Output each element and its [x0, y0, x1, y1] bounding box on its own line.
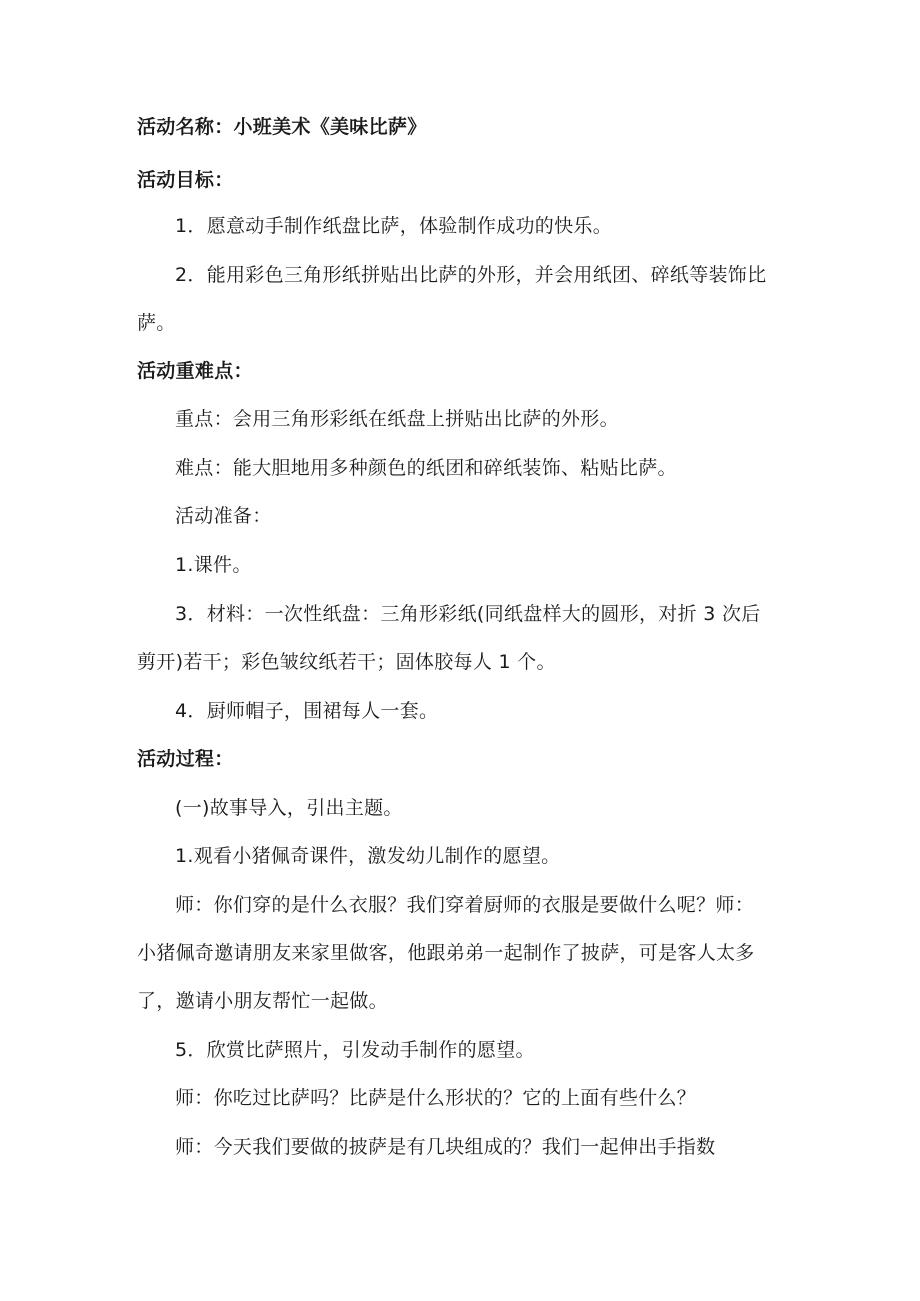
teacher-dialogue-1-line-1: 师：你们穿的是什么衣服？我们穿着厨师的衣服是要做什么呢？师：: [175, 894, 755, 916]
key-points-heading: 活动重难点：: [137, 360, 253, 382]
teacher-dialogue-2: 师：你吃过比萨吗？比萨是什么形状的？它的上面有些什么？: [175, 1087, 697, 1109]
process-step-5: 5．欣赏比萨照片，引发动手制作的愿望。: [175, 1039, 535, 1061]
teacher-dialogue-3: 师：今天我们要做的披萨是有几块组成的？我们一起伸出手指数: [175, 1136, 716, 1158]
process-section-1: (一)故事导入，引出主题。: [175, 797, 403, 819]
goal-item-1: 1．愿意动手制作纸盘比萨，体验制作成功的快乐。: [175, 215, 612, 237]
process-heading: 活动过程：: [137, 748, 234, 770]
preparation-item-3-line-2: 剪开)若干；彩色皱纹纸若干；固体胶每人 1 个。: [137, 651, 556, 673]
preparation-heading: 活动准备：: [175, 505, 272, 527]
preparation-item-1: 1.课件。: [175, 554, 252, 576]
teacher-dialogue-1-line-3: 了，邀请小朋友帮忙一起做。: [137, 990, 388, 1012]
activity-title: 活动名称：小班美术《美味比萨》: [137, 116, 427, 138]
preparation-item-3-line-1: 3．材料：一次性纸盘：三角形彩纸(同纸盘样大的圆形，对折 3 次后: [175, 603, 761, 625]
key-point: 重点：会用三角形彩纸在纸盘上拼贴出比萨的外形。: [175, 408, 619, 430]
goal-item-2-line-1: 2．能用彩色三角形纸拼贴出比萨的外形，并会用纸团、碎纸等装饰比: [175, 264, 767, 286]
difficult-point: 难点：能大胆地用多种颜色的纸团和碎纸装饰、粘贴比萨。: [175, 457, 677, 479]
preparation-item-4: 4．厨师帽子，围裙每人一套。: [175, 700, 439, 722]
goal-item-2-line-2: 萨。: [137, 312, 176, 334]
process-step-1: 1.观看小猪佩奇课件，激发幼儿制作的愿望。: [175, 845, 561, 867]
goals-heading: 活动目标：: [137, 169, 234, 191]
teacher-dialogue-1-line-2: 小猪佩奇邀请朋友来家里做客，他跟弟弟一起制作了披萨，可是客人太多: [137, 942, 755, 964]
